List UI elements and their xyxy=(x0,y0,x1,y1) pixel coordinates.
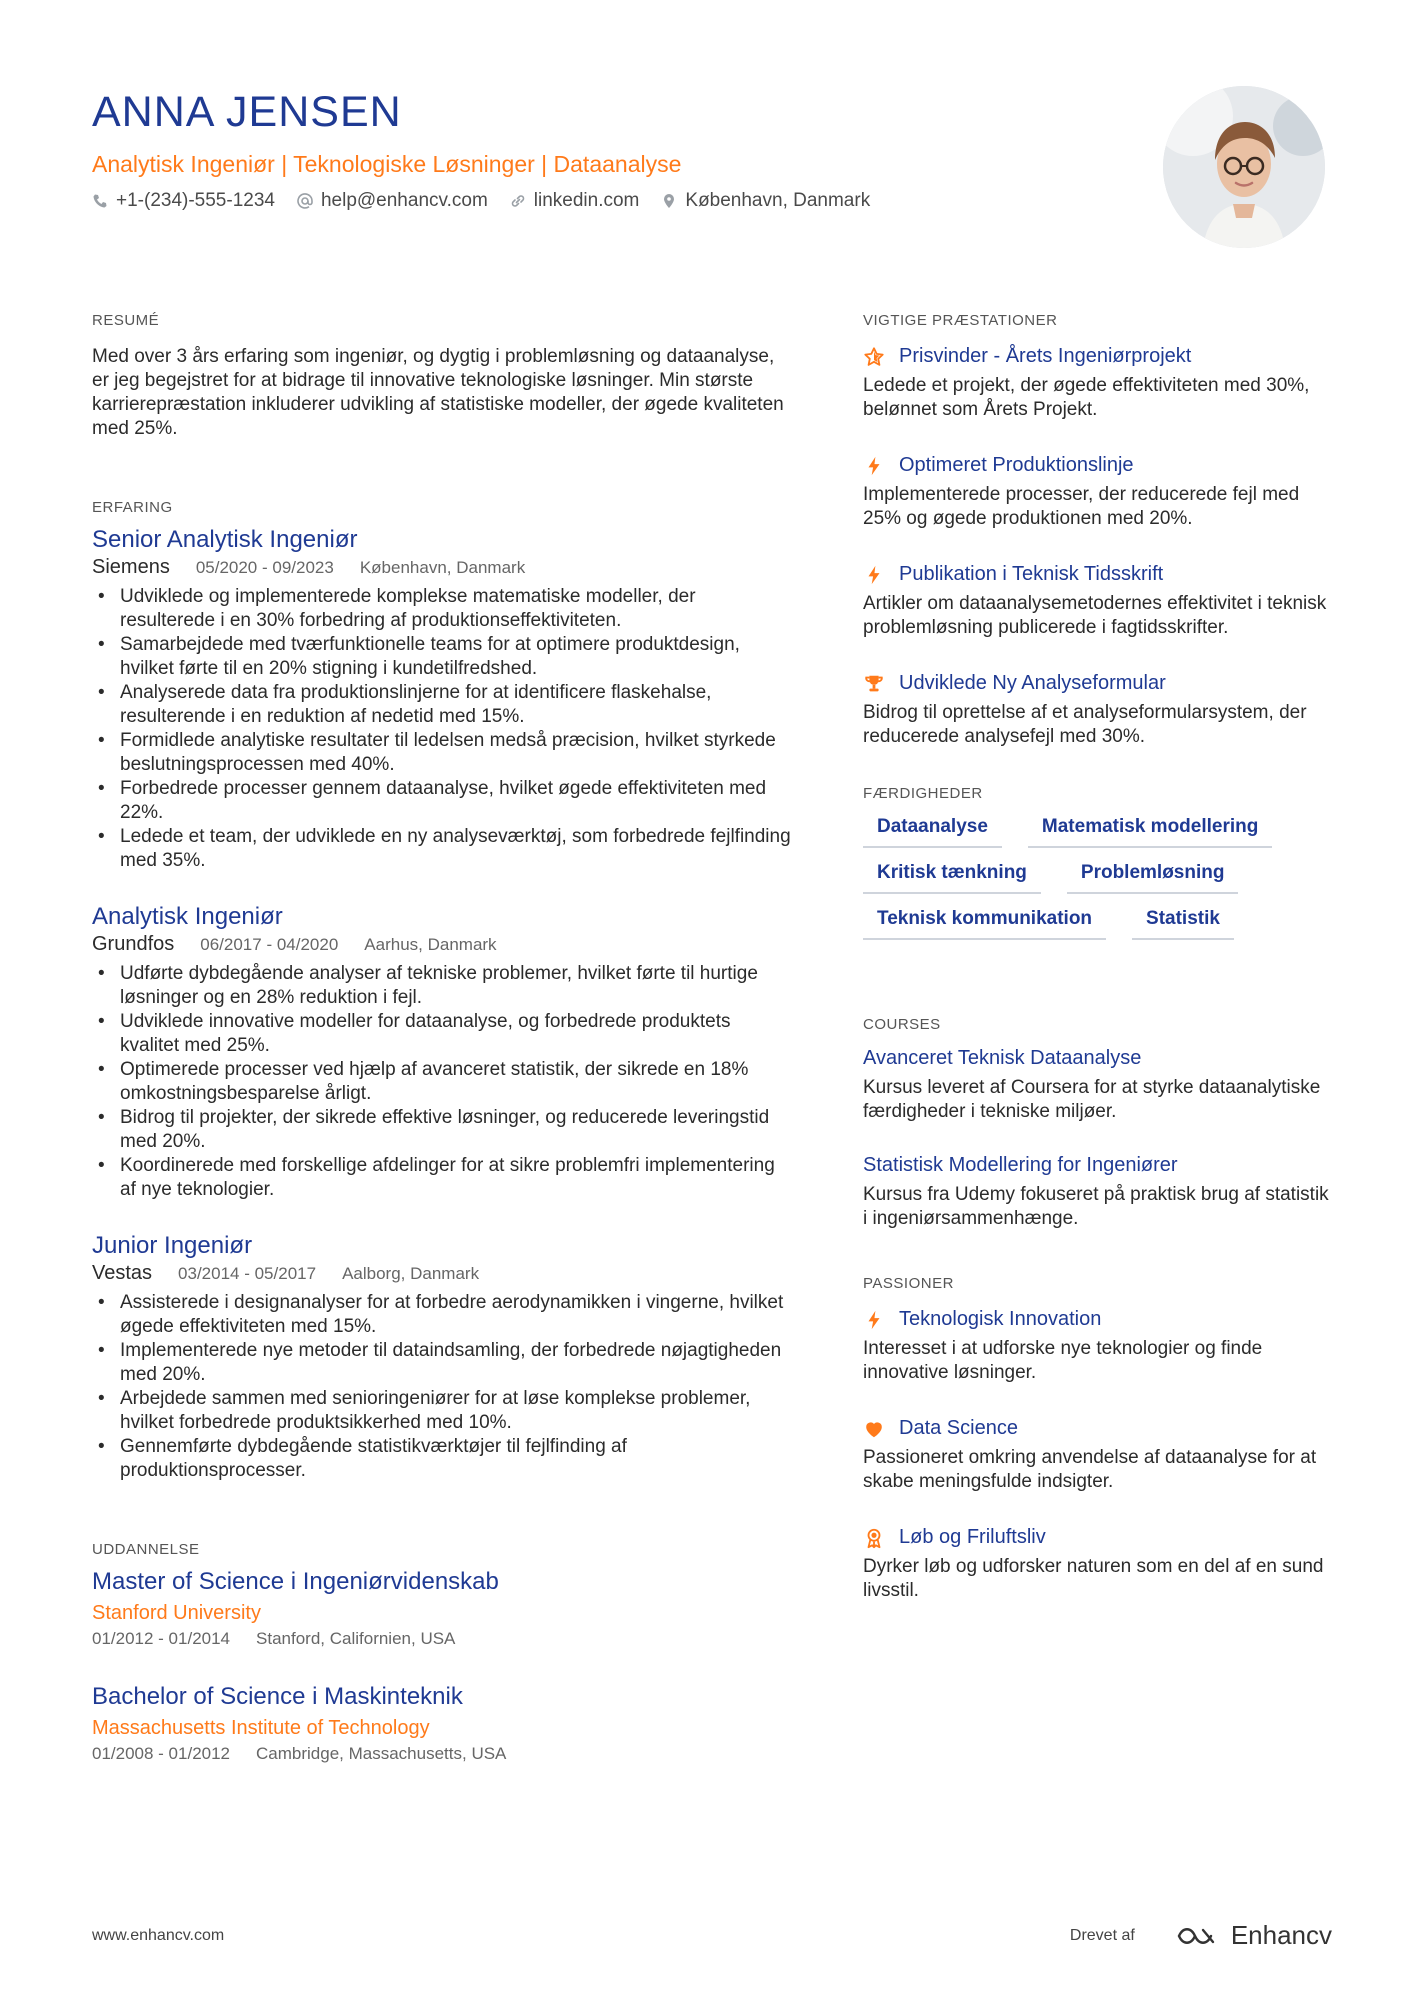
skill-tag: Statistik xyxy=(1132,908,1234,940)
passion-title: Løb og Friluftsliv xyxy=(899,1526,1046,1548)
bullet-item: • Arbejdede sammen med senioringeniører for at løse komplekse problemer, hvilket forbedrede produktsikkerhed med 10%. xyxy=(92,1387,792,1435)
achievement-item xyxy=(863,672,1333,749)
education-location: Stanford, Californien, USA xyxy=(256,1629,456,1648)
skill-tag: Kritisk tænkning xyxy=(863,862,1041,894)
experience-bullets xyxy=(92,962,792,1202)
contact-email[interactable] xyxy=(297,190,488,212)
achievement-head xyxy=(863,672,1333,695)
footer-url[interactable]: www.enhancv.com xyxy=(92,1926,225,1944)
resume-header xyxy=(92,88,1142,212)
skill-tag: Problemløsning xyxy=(1067,862,1239,894)
experience-item xyxy=(92,1232,792,1483)
star-icon xyxy=(863,346,885,368)
bullet-item: • Samarbejdede med tværfunktionelle teams for at optimere produktdesign, hvilket førte til en 20% stigning i kundetilfredshed. xyxy=(92,633,792,681)
right-column xyxy=(863,312,1333,1635)
passion-item xyxy=(863,1417,1333,1494)
experience-dates: 05/2020 - 09/2023 xyxy=(195,558,334,577)
enhancv-logo-icon xyxy=(1175,1924,1221,1948)
left-column xyxy=(92,312,792,1764)
bullet-item: • Koordinerede med forskellige afdelinger for at sikre problemfri implementering af nye teknologier. xyxy=(92,1154,792,1202)
skill-tag: Matematisk modellering xyxy=(1028,816,1272,848)
achievement-item xyxy=(863,345,1333,422)
experience-meta xyxy=(92,1262,792,1285)
skill-tag: Dataanalyse xyxy=(863,816,1002,848)
education-degree: Bachelor of Science i Maskinteknik xyxy=(92,1683,463,1710)
brand-logo[interactable] xyxy=(1175,1920,1332,1951)
education-school: Stanford University xyxy=(92,1602,261,1624)
passion-desc: Passioneret omkring anvendelse af dataanalyse for at skabe meningsfulde indsigter. xyxy=(863,1447,1317,1492)
bullet-item: • Optimerede processer ved hjælp af avanceret statistik, der sikrede en 18% omkostningsbesparelse årligt. xyxy=(92,1058,792,1106)
experience-role: Analytisk Ingeniør xyxy=(92,903,283,930)
trophy-icon xyxy=(863,673,885,695)
bolt-icon xyxy=(863,1309,885,1331)
achievement-desc: Bidrog til oprettelse af et analyseformularsystem, der reducerede analysefejl med 30%. xyxy=(863,702,1307,747)
experience-location: Aarhus, Danmark xyxy=(364,935,497,954)
education-degree: Master of Science i Ingeniørvidenskab xyxy=(92,1568,499,1595)
summary-heading: RESUMÉ xyxy=(92,312,160,329)
passion-head xyxy=(863,1526,1333,1549)
passions-section xyxy=(863,1275,1333,1603)
candidate-title: Analytisk Ingeniør | Teknologiske Løsninger | Dataanalyse xyxy=(92,151,682,177)
phone-icon xyxy=(92,193,108,209)
course-item xyxy=(863,1154,1333,1231)
achievement-title: Publikation i Teknisk Tidsskrift xyxy=(899,563,1164,585)
avatar-portrait-icon xyxy=(1163,86,1325,248)
candidate-name: ANNA JENSEN xyxy=(92,88,402,136)
skills-list xyxy=(863,816,1303,940)
medal-icon xyxy=(863,1527,885,1549)
bullet-item: • Formidlede analytiske resultater til ledelsen medså præcision, hvilket styrkede beslutningsprocessen med 40%. xyxy=(92,729,792,777)
experience-dates: 06/2017 - 04/2020 xyxy=(200,935,339,954)
experience-dates: 03/2014 - 05/2017 xyxy=(178,1264,317,1283)
experience-role: Junior Ingeniør xyxy=(92,1232,253,1259)
phone-text: +1-(234)-555-1234 xyxy=(116,190,275,211)
heart-icon xyxy=(863,1418,885,1440)
link-icon xyxy=(510,193,526,209)
achievement-title: Prisvinder - Årets Ingeniørprojekt xyxy=(899,345,1192,367)
bullet-item: • Udviklede innovative modeller for dataanalyse, og forbedrede produktets kvalitet med 25%. xyxy=(92,1010,792,1058)
contact-location xyxy=(661,190,870,212)
experience-heading: ERFARING xyxy=(92,499,173,516)
experience-section xyxy=(92,499,792,1483)
contact-row xyxy=(92,190,1142,212)
achievement-desc: Implementerede processer, der reducerede fejl med 25% og øgede produktionen med 20%. xyxy=(863,484,1300,529)
skill-tag: Teknisk kommunikation xyxy=(863,908,1106,940)
summary-text: Med over 3 års erfaring som ingeniør, og dygtig i problemløsning og dataanalyse, er jeg begejstret for at bidrage til innovative teknologiske løsninger. Min største karrierepræstation inkluderer udvikling af statistiske modeller, der øgede kvaliteten med 25%. xyxy=(92,346,784,439)
bullet-item: • Implementerede nye metoder til dataindsamling, der forbedrede nøjagtigheden med 20%. xyxy=(92,1339,792,1387)
profile-photo xyxy=(1163,86,1325,248)
achievement-head xyxy=(863,454,1333,477)
education-school: Massachusetts Institute of Technology xyxy=(92,1717,430,1739)
passion-title: Teknologisk Innovation xyxy=(899,1308,1102,1330)
footer-powered-by: Drevet af xyxy=(1069,1926,1135,1944)
bullet-item: • Udførte dybdegående analyser af tekniske problemer, hvilket førte til hurtige løsninger og en 28% reduktion i fejl. xyxy=(92,962,792,1010)
contact-linkedin[interactable] xyxy=(510,190,640,212)
education-dates: 01/2012 - 01/2014 xyxy=(92,1629,231,1648)
education-section xyxy=(92,1541,792,1764)
education-item xyxy=(92,1568,792,1649)
achievement-title: Udviklede Ny Analyseformular xyxy=(899,672,1166,694)
education-item xyxy=(92,1683,792,1764)
experience-company: Vestas xyxy=(92,1262,153,1284)
passion-head xyxy=(863,1417,1333,1440)
course-title: Statistisk Modellering for Ingeniører xyxy=(863,1154,1178,1176)
experience-meta xyxy=(92,556,792,579)
experience-meta xyxy=(92,933,792,956)
course-desc: Kursus leveret af Coursera for at styrke dataanalytiske færdigheder i tekniske miljøer. xyxy=(863,1077,1321,1122)
bullet-item: • Forbedrede processer gennem dataanalyse, hvilket øgede effektiviteten med 22%. xyxy=(92,777,792,825)
education-heading: UDDANNELSE xyxy=(92,1541,200,1558)
bullet-item: • Gennemførte dybdegående statistikværktøjer til fejlfinding af produktionsprocesser. xyxy=(92,1435,792,1483)
at-icon xyxy=(297,193,313,209)
skills-heading: FÆRDIGHEDER xyxy=(863,785,983,802)
experience-location: København, Danmark xyxy=(359,558,526,577)
experience-company: Grundfos xyxy=(92,933,175,955)
experience-bullets xyxy=(92,585,792,873)
experience-role: Senior Analytisk Ingeniør xyxy=(92,526,358,553)
passion-desc: Interesset i at udforske nye teknologier og finde innovative løsninger. xyxy=(863,1338,1263,1383)
achievement-desc: Artikler om dataanalysemetodernes effektivitet i teknisk problemløsning publicerede i fagtidsskrifter. xyxy=(863,593,1327,638)
passion-item xyxy=(863,1308,1333,1385)
experience-bullets xyxy=(92,1291,792,1483)
achievement-title: Optimeret Produktionslinje xyxy=(899,454,1134,476)
achievements-section xyxy=(863,312,1333,749)
achievement-item xyxy=(863,563,1333,640)
experience-company: Siemens xyxy=(92,556,170,578)
passion-desc: Dyrker løb og udforsker naturen som en del af en sund livsstil. xyxy=(863,1556,1324,1601)
page-footer xyxy=(92,1920,1332,1951)
bolt-icon xyxy=(863,455,885,477)
bullet-item: • Assisterede i designanalyser for at forbedre aerodynamikken i vingerne, hvilket øgede effektiviteten med 15%. xyxy=(92,1291,792,1339)
email-text[interactable]: help@enhancv.com xyxy=(320,190,488,211)
passions-heading: PASSIONER xyxy=(863,1275,954,1292)
linkedin-text[interactable]: linkedin.com xyxy=(533,190,640,211)
achievement-head xyxy=(863,345,1333,368)
experience-item xyxy=(92,903,792,1202)
skills-section xyxy=(863,785,1333,940)
passion-title: Data Science xyxy=(899,1417,1018,1439)
courses-section xyxy=(863,1016,1333,1231)
bullet-item: • Udviklede og implementerede komplekse matematiske modeller, der resulterede i en 30% forbedring af produktionseffektiviteten. xyxy=(92,585,792,633)
education-meta xyxy=(92,1744,792,1764)
passion-item xyxy=(863,1526,1333,1603)
passion-head xyxy=(863,1308,1333,1331)
location-text: København, Danmark xyxy=(685,190,871,211)
experience-item xyxy=(92,526,792,873)
brand-name: Enhancv xyxy=(1230,1920,1332,1950)
education-dates: 01/2008 - 01/2012 xyxy=(92,1744,231,1763)
summary-section xyxy=(92,312,792,441)
education-location: Cambridge, Massachusetts, USA xyxy=(256,1744,507,1763)
location-pin-icon xyxy=(661,193,677,209)
bullet-item: • Bidrog til projekter, der sikrede effektive løsninger, og reducerede leveringstid med 20%. xyxy=(92,1106,792,1154)
footer-branding xyxy=(1070,1920,1332,1951)
course-title: Avanceret Teknisk Dataanalyse xyxy=(863,1047,1142,1069)
bolt-icon xyxy=(863,564,885,586)
achievement-head xyxy=(863,563,1333,586)
achievement-desc: Ledede et projekt, der øgede effektiviteten med 30%, belønnet som Årets Projekt. xyxy=(863,375,1310,420)
experience-location: Aalborg, Danmark xyxy=(342,1264,480,1283)
courses-heading: COURSES xyxy=(863,1016,941,1033)
bullet-item: • Ledede et team, der udviklede en ny analyseværktøj, som forbedrede fejlfinding med 35%. xyxy=(92,825,792,873)
education-meta xyxy=(92,1629,792,1649)
achievements-heading: VIGTIGE PRÆSTATIONER xyxy=(863,312,1058,329)
course-item xyxy=(863,1047,1333,1124)
bullet-item: • Analyserede data fra produktionslinjerne for at identificere flaskehalse, resulterende i en reduktion af nedetid med 15%. xyxy=(92,681,792,729)
course-desc: Kursus fra Udemy fokuseret på praktisk brug af statistik i ingeniørsammenhænge. xyxy=(863,1184,1329,1229)
achievement-item xyxy=(863,454,1333,531)
contact-phone xyxy=(92,190,275,212)
